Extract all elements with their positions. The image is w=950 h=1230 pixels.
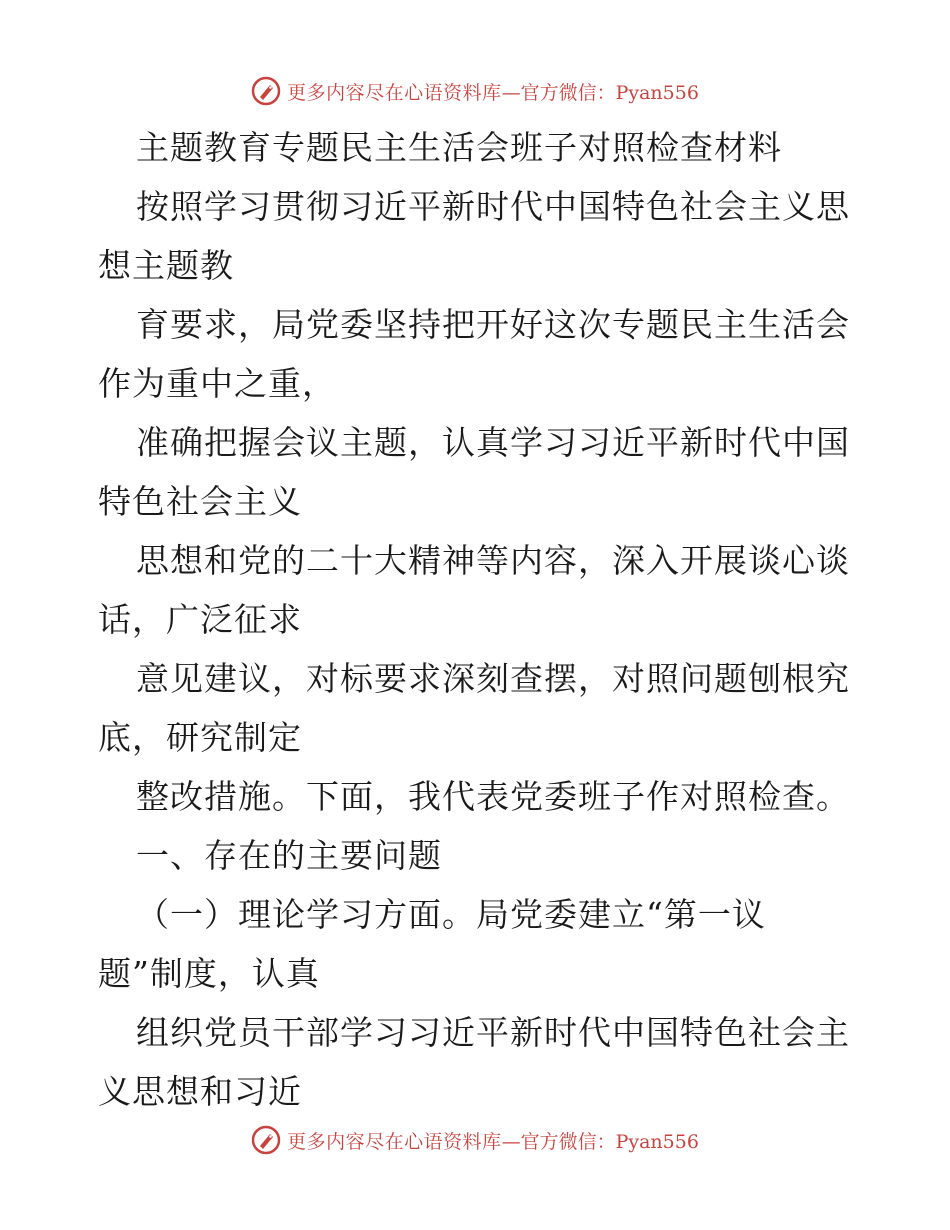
header-banner bbox=[0, 71, 950, 111]
paragraph-line: 义思想和习近 bbox=[98, 1072, 302, 1111]
section-heading: 一、存在的主要问题 bbox=[136, 836, 442, 875]
paragraph-line: 育要求，局党委坚持把开好这次专题民主生活会 bbox=[136, 305, 850, 344]
pen-nib-circle-icon bbox=[251, 1125, 281, 1155]
promo-text: 更多内容尽在心语资料库 bbox=[287, 81, 502, 104]
subsection-heading: （一）理论学习方面。局党委建立“第一议 bbox=[136, 895, 766, 934]
footer-banner bbox=[0, 1120, 950, 1160]
wechat-text: —官方微信：Pyan556 bbox=[501, 81, 699, 104]
paragraph-line: 话，广泛征求 bbox=[98, 600, 302, 639]
pen-nib-circle-icon bbox=[251, 76, 281, 106]
document-body bbox=[98, 118, 858, 1121]
paragraph-line: 准确把握会议主题，认真学习习近平新时代中国 bbox=[136, 423, 850, 462]
paragraph-line: 想主题教 bbox=[98, 246, 234, 285]
promo-text: 更多内容尽在心语资料库 bbox=[287, 1130, 502, 1153]
document-title: 主题教育专题民主生活会班子对照检查材料 bbox=[136, 128, 782, 167]
paragraph-line: 按照学习贯彻习近平新时代中国特色社会主义思 bbox=[136, 187, 850, 226]
paragraph-line: 整改措施。下面，我代表党委班子作对照检查。 bbox=[136, 777, 850, 816]
paragraph-line: 底，研究制定 bbox=[98, 718, 302, 757]
paragraph-line: 意见建议，对标要求深刻查摆，对照问题刨根究 bbox=[136, 659, 850, 698]
paragraph-line: 组织党员干部学习习近平新时代中国特色社会主 bbox=[136, 1013, 850, 1052]
paragraph-line: 作为重中之重， bbox=[98, 364, 336, 403]
paragraph-line: 题”制度，认真 bbox=[98, 954, 320, 993]
paragraph-line: 思想和党的二十大精神等内容，深入开展谈心谈 bbox=[136, 541, 850, 580]
paragraph-line: 特色社会主义 bbox=[98, 482, 302, 521]
wechat-text: —官方微信：Pyan556 bbox=[501, 1130, 699, 1153]
